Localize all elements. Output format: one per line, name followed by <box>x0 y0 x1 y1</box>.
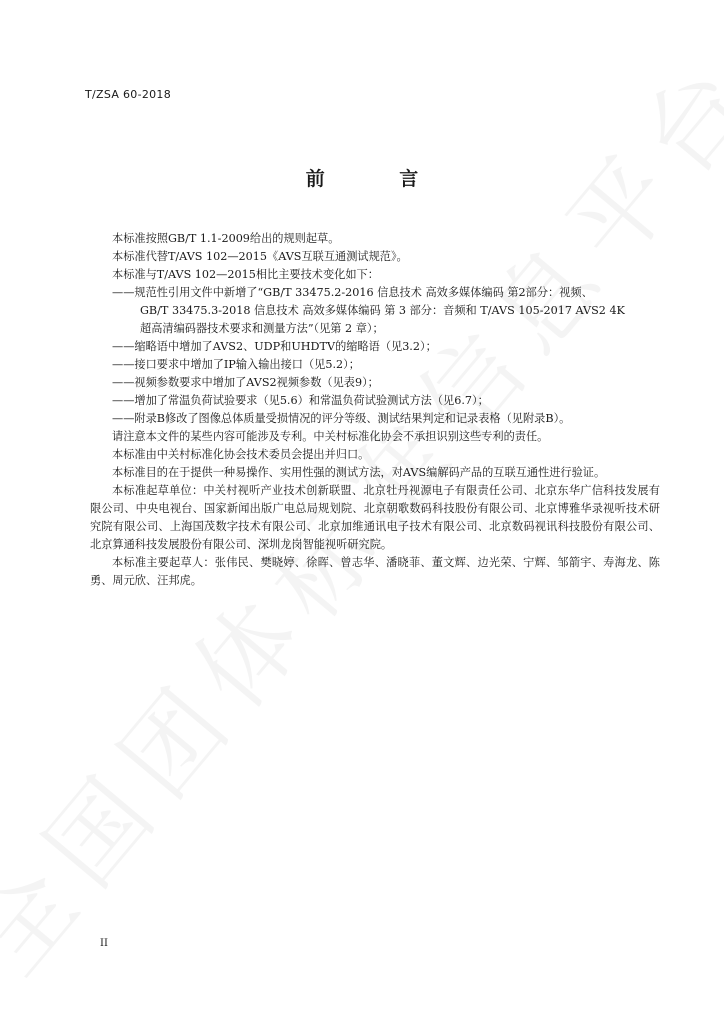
page-title: 前 言 <box>305 168 453 190</box>
paragraph-changes-intro: 本标准与T/AVS 102—2015相比主要技术变化如下： <box>112 268 379 281</box>
paragraph-patent-notice: 请注意本文件的某些内容可能涉及专利。中关村标准化协会不承担识别这些专利的责任。 <box>112 430 549 443</box>
paragraph-drafting-units: 本标准起草单位：中关村视听产业技术创新联盟、北京牡丹视源电子有限责任公司、北京东华广信科技发展有限公司、中央电视台、国家新闻出版广电总局规划院、北京朝歌数码科技股份有限公司、北京博雅华录视听技术研究院有限公司、上海国茂数字技术有限公司、北京加维通讯电子技术有限公司、北京数码视讯科技股份有限公司、北京算通科技发展股份有限公司、深圳龙岗智能视听研究院。 <box>90 484 660 551</box>
paragraph-drafters: 本标准主要起草人：张伟民、樊晓婷、徐晖、曾志华、潘晓菲、董文辉、边光荣、宁辉、邹箭宇、寿海龙、陈勇、周元欣、汪邦虎。 <box>90 556 660 587</box>
change-item-annex-b: ——附录B修改了图像总体质量受损情况的评分等级、测试结果判定和记录表格（见附录B）。 <box>112 412 571 425</box>
change-item-abbreviations: ——缩略语中增加了AVS2、UDP和UHDTV的缩略语（见3.2）； <box>112 340 437 353</box>
change-item-interface: ——接口要求中增加了IP输入输出接口（见5.2）； <box>112 358 360 371</box>
paragraph-drafting-rules: 本标准按照GB/T 1.1-2009给出的规则起草。 <box>112 232 340 245</box>
foreword-body <box>90 230 660 590</box>
change-item-references-cont-2: 超高清编码器技术要求和测量方法”（见第 2 章）； <box>140 322 384 335</box>
change-item-video-params: ——视频参数要求中增加了AVS2视频参数（见表9）； <box>112 376 379 389</box>
paragraph-purpose: 本标准目的在于提供一种易操作、实用性强的测试方法，对AVS编解码产品的互联互通性进行验证。 <box>112 466 606 479</box>
page-number: II <box>100 938 108 949</box>
change-item-references: ——规范性引用文件中新增了“GB/T 33475.2-2016 信息技术 高效多媒体编码 第2部分：视频、 <box>112 286 593 299</box>
paragraph-proposer: 本标准由中关村标准化协会技术委员会提出并归口。 <box>112 448 370 461</box>
document-code: T/ZSA 60-2018 <box>85 88 172 101</box>
change-item-references-cont-1: GB/T 33475.3-2018 信息技术 高效多媒体编码 第 3 部分：音频和 T/AVS 105-2017 AVS2 4K <box>140 304 625 317</box>
change-item-load-test: ——增加了常温负荷试验要求（见5.6）和常温负荷试验测试方法（见6.7）； <box>112 394 489 407</box>
paragraph-replaces: 本标准代替T/AVS 102—2015《AVS互联互通测试规范》。 <box>112 250 408 263</box>
